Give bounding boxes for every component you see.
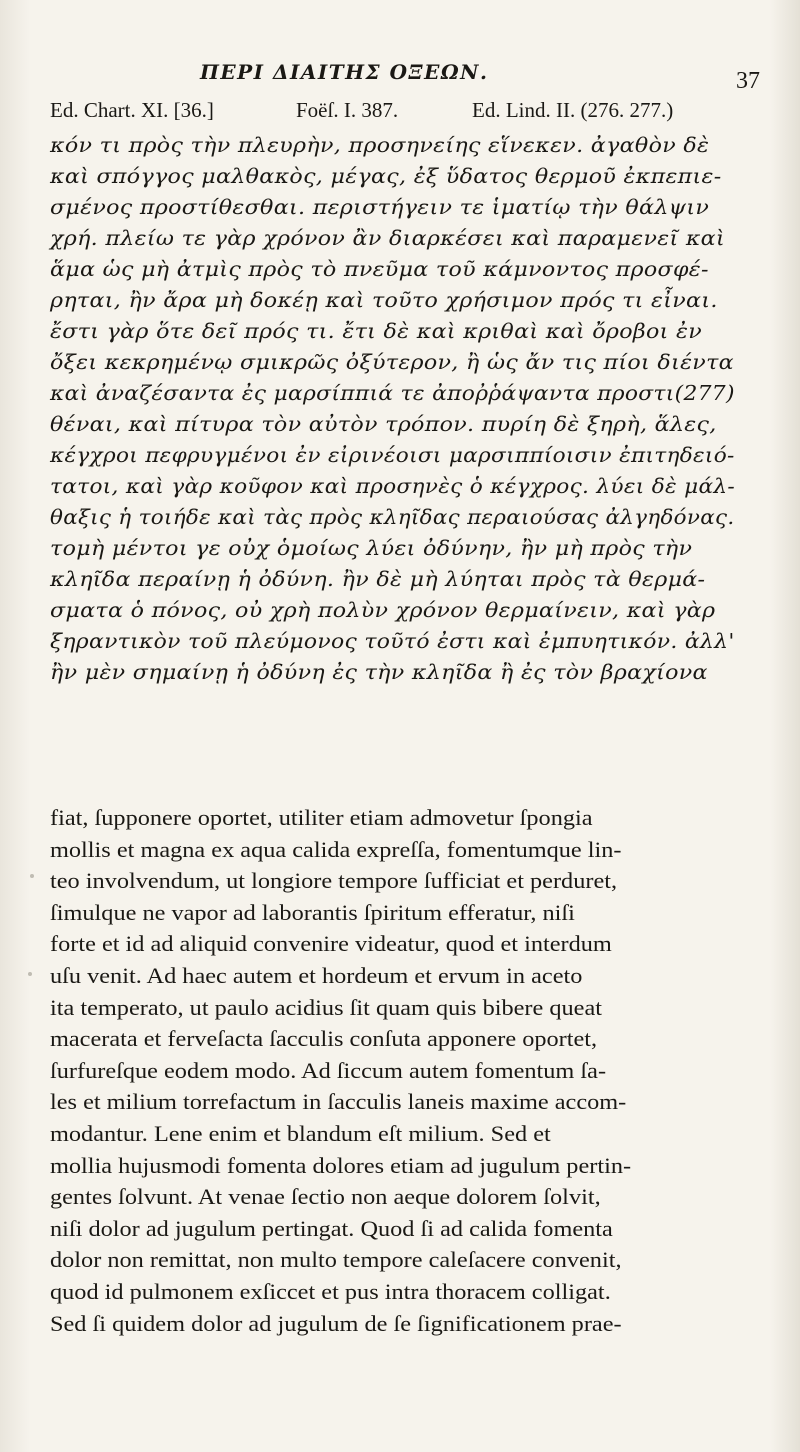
greek-line: ὄξει κεκρημένῳ σμικρῶς ὀξύτερον, ἢ ὡς ἄν τις πίοι διέντα — [50, 350, 734, 374]
latin-line: modantur. Lene enim et blandum eſt milium. Sed et — [50, 1120, 551, 1146]
greek-line: ρηται, ἢν ἄρα μὴ δοκέῃ καὶ τοῦτο χρήσιμον πρός τι εἶναι. — [50, 288, 718, 312]
greek-line: ἅμα ὡς μὴ ἀτμὶς πρὸς τὸ πνεῦμα τοῦ κάμνοντος προσφέ- — [50, 257, 709, 281]
greek-line: κληῖδα περαίνῃ ἡ ὀδύνη. ἢν δὲ μὴ λύηται πρὸς τὰ θερμά- — [50, 567, 706, 591]
latin-line: forte et id ad aliquid convenire videatur, quod et interdum — [50, 931, 612, 957]
latin-line: Sed ſi quidem dolor ad jugulum de ſe ſignificationem prae- — [50, 1310, 622, 1336]
latin-line: quod id pulmonem exſiccet et pus intra thoracem colligat. — [50, 1278, 611, 1304]
greek-line: σματα ὁ πόνος, οὐ χρὴ πολὺν χρόνον θερμαίνειν, καὶ γὰρ — [50, 598, 716, 622]
latin-line: uſu venit. Ad haec autem et hordeum et ervum in aceto — [50, 962, 583, 988]
page-number: 37 — [736, 68, 760, 94]
latin-line: niſi dolor ad jugulum pertingat. Quod ſi ad calida fomenta — [50, 1215, 613, 1241]
latin-line: ſurfureſque eodem modo. Ad ſiccum autem fomentum ſa- — [50, 1057, 607, 1083]
reference-linden: Ed. Lind. II. (276. 277.) — [472, 98, 674, 122]
latin-line: gentes ſolvunt. At venae ſectio non aeque dolorem ſolvit, — [50, 1184, 601, 1210]
greek-text-block — [50, 130, 735, 688]
reference-chartier: Ed. Chart. XI. [36.] — [50, 98, 214, 122]
latin-line: ita temperato, ut paulo acidius ſit quam quis bibere queat — [50, 994, 602, 1020]
greek-line: καὶ ἀναζέσαντα ἐς μαρσίππιά τε ἀποῤῥάψαντα προστι(277) — [50, 381, 735, 405]
greek-line: ἢν μὲν σημαίνῃ ἡ ὀδύνη ἐς τὴν κληῖδα ἢ ἐς τὸν βραχίονα — [50, 660, 708, 684]
greek-line: τατοι, καὶ γὰρ κοῦφον καὶ προσηνὲς ὁ κέγχρος. λύει δὲ μάλ- — [50, 474, 736, 498]
ink-speck — [30, 874, 34, 878]
greek-line: χρή. πλείω τε γὰρ χρόνον ἂν διαρκέσει καὶ παραμενεῖ καὶ — [50, 226, 725, 250]
greek-line: σμένος προστίθεσθαι. περιστήγειν τε ἱματίῳ τὴν θάλψιν — [50, 195, 710, 219]
reference-foesius: Foëſ. I. 387. — [296, 98, 399, 122]
latin-line: les et milium torrefactum in ſacculis laneis maxime accom- — [50, 1089, 627, 1115]
greek-line: θαξις ἡ τοιήδε καὶ τὰς πρὸς κληῖδας περαιούσας ἀλγηδόνας. — [50, 505, 735, 529]
latin-text-block — [50, 802, 735, 1339]
latin-line: dolor non remittat, non multo tempore caleſacere convenit, — [50, 1247, 622, 1273]
latin-line: macerata et ferveſacta ſacculis conſuta apponere oportet, — [50, 1026, 598, 1052]
running-head — [0, 60, 800, 94]
ink-speck — [28, 972, 32, 976]
greek-line: θέναι, καὶ πίτυρα τὸν αὐτὸν τρόπον. πυρίη δὲ ξηρὴ, ἅλες, — [50, 412, 717, 436]
greek-line: καὶ σπόγγος μαλθακὸς, μέγας, ἐξ ὕδατος θερμοῦ ἐκπεπιε- — [50, 164, 722, 188]
edition-references — [50, 98, 750, 126]
latin-line: ſimulque ne vapor ad laborantis ſpiritum efferatur, niſi — [50, 899, 575, 925]
latin-line: mollis et magna ex aqua calida expreſſa, fomentumque lin- — [50, 836, 622, 862]
greek-line: ξηραντικὸν τοῦ πλεύμονος τοῦτό ἐστι καὶ ἐμπυητικόν. ἀλλ' — [50, 629, 735, 653]
greek-line: κόν τι πρὸς τὴν πλευρὴν, προσηνείης εἵνεκεν. ἀγαθὸν δὲ — [50, 133, 710, 157]
greek-line: ἔστι γὰρ ὅτε δεῖ πρός τι. ἔτι δὲ καὶ κριθαὶ καὶ ὄροβοι ἐν — [50, 319, 702, 343]
running-title: ΠΕΡΙ ΔΙΑΙΤΗΣ ΟΞΕΩΝ. — [200, 60, 489, 84]
latin-line: teo involvendum, ut longiore tempore ſufficiat et perduret, — [50, 868, 618, 894]
greek-line: κέγχροι πεφρυγμένοι ἐν εἰρινέοισι μαρσιππίοισιν ἐπιτηδειό- — [50, 443, 735, 467]
greek-line: τομὴ μέντοι γε οὐχ ὁμοίως λύει ὀδύνην, ἢν μὴ πρὸς τὴν — [50, 536, 693, 560]
latin-line: fiat, ſupponere oportet, utiliter etiam admovetur ſpongia — [50, 805, 593, 830]
latin-line: mollia hujusmodi fomenta dolores etiam ad jugulum pertin- — [50, 1152, 632, 1178]
